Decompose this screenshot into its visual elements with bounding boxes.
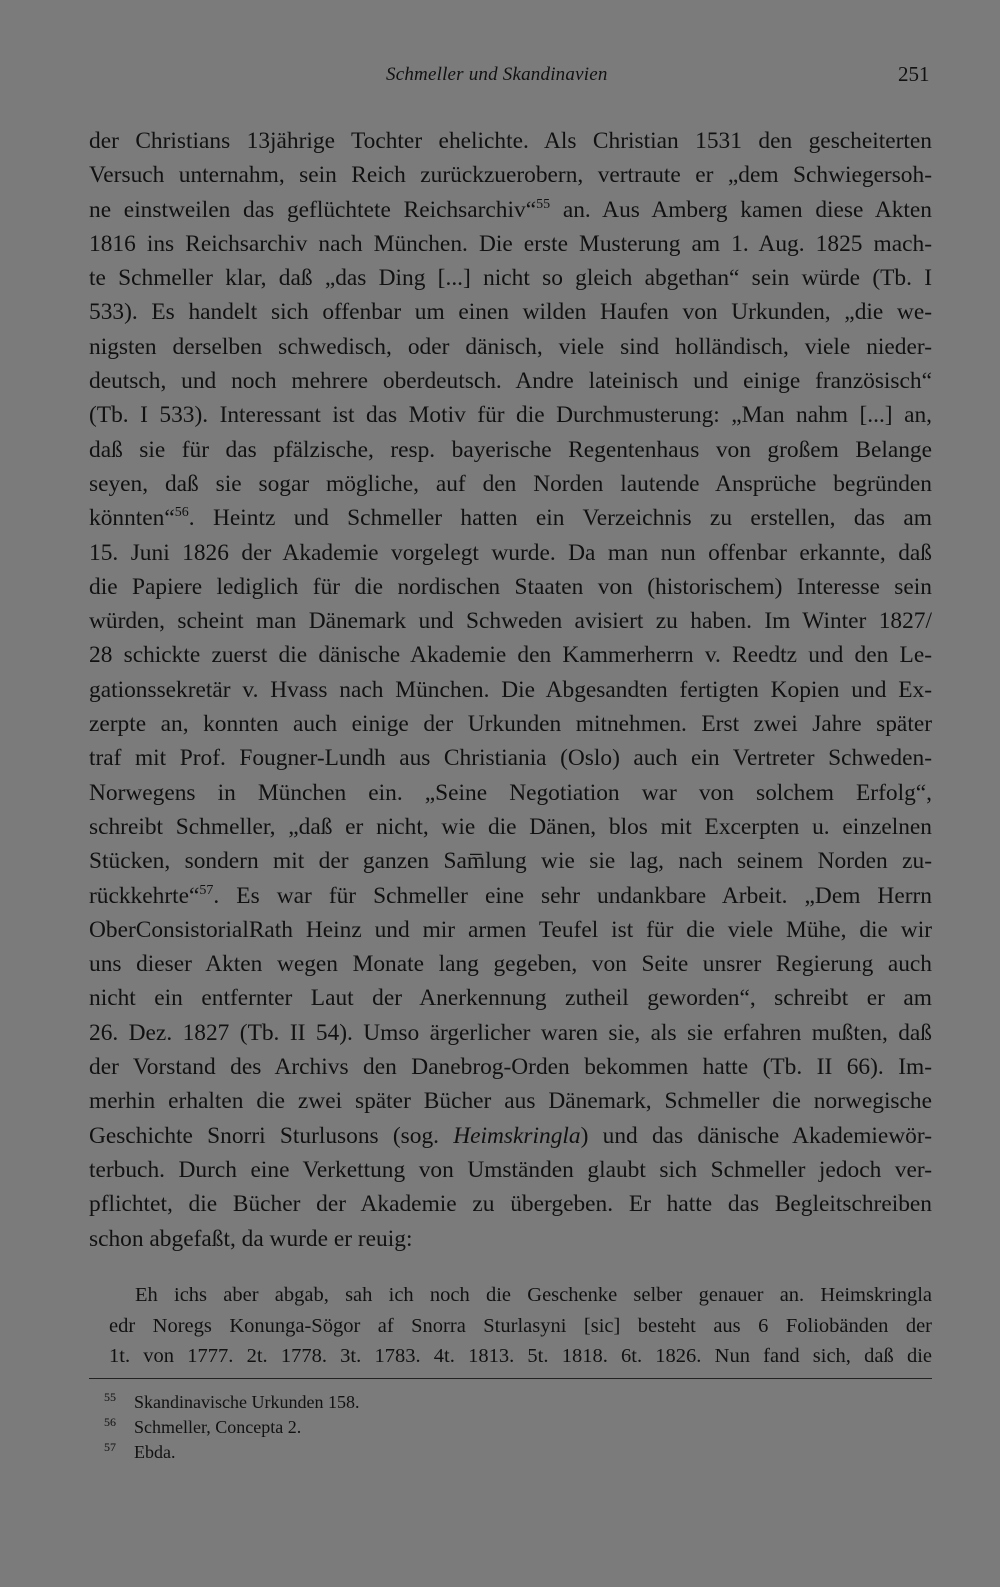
footnote: 55 Skandinavische Urkunden 158.	[104, 1390, 360, 1412]
text-line: gationssekretär v. Hvass nach München. Die Abgesandten fertigten Kopien und Ex-	[89, 676, 932, 703]
text-line: te Schmeller klar, daß „das Ding [...] nicht so gleich abgethan“ sein würde (Tb. I	[89, 265, 932, 292]
text-line: könnten“$^{56}$. Heintz und Schmeller hatten ein Verzeichnis zu erstellen, das am	[89, 505, 932, 532]
text-line: traf mit Prof. Fougner-Lundh aus Christiania (Oslo) auch ein Vertreter Schweden-	[89, 745, 932, 772]
text-line: terbuch. Durch eine Verkettung von Umständen glaubt sich Schmeller jedoch ver-	[89, 1156, 932, 1183]
running-head: Schmeller und Skandinavien	[386, 64, 608, 85]
text-line: Norwegens in München ein. „Seine Negotiation war von solchem Erfolg“,	[89, 779, 932, 806]
quote-line: Eh ichs aber abgab, sah ich noch die Geschenke selber genauer an. Heimskringla	[135, 1284, 932, 1306]
footnote-ref-55[interactable]: 55	[536, 196, 551, 212]
text-line: daß sie für das pfälzische, resp. bayerische Regentenhaus von großem Belange	[89, 436, 932, 463]
footnotes	[104, 1390, 924, 1465]
footnote: 56 Schmeller, Concepta 2.	[104, 1415, 302, 1437]
page-header	[0, 60, 1000, 92]
text-line: Geschichte Snorri Sturlusons (sog. Heimskringla) und das dänische Akademiewör-	[89, 1122, 932, 1149]
text-line: der Vorstand des Archivs den Danebrog-Orden bekommen hatte (Tb. II 66). Im-	[89, 1054, 932, 1081]
text-line: der Christians 13jährige Tochter ehelichte. Als Christian 1531 den gescheiterten	[89, 128, 932, 154]
text-line: merhin erhalten die zwei später Bücher aus Dänemark, Schmeller die norwegische	[89, 1088, 932, 1115]
footnote-text: Skandinavische Urkunden 158.	[134, 1392, 360, 1412]
text-line: pflichtet, die Bücher der Akademie zu übergeben. Er hatte das Begleitschreiben	[89, 1191, 932, 1218]
text-line: schon abgefaßt, da wurde er reuig:	[89, 1225, 413, 1252]
text-line: die Papiere lediglich für die nordischen Staaten von (historischem) Interesse sein	[89, 573, 932, 600]
text-line: nigsten derselben schwedisch, oder dänisch, viele sind holländisch, viele nieder-	[89, 333, 932, 360]
text-line: (Tb. I 533). Interessant ist das Motiv für die Durchmusterung: „Man nahm [...] an,	[89, 402, 932, 429]
text-line: ne einstweilen das geflüchtete Reichsarchiv“$^{55}$ an. Aus Amberg kamen diese Akten	[89, 196, 933, 223]
text-line: uns dieser Akten wegen Monate lang gegeben, von Seite unsrer Regierung auch	[89, 951, 932, 978]
footnote-divider	[89, 1378, 932, 1379]
text-line: 26. Dez. 1827 (Tb. II 54). Umso ärgerlicher waren sie, als sie erfahren mußten, daß	[89, 1019, 932, 1046]
footnote-ref-56[interactable]: 56	[174, 505, 189, 521]
footnote-text: Ebda.	[134, 1442, 176, 1462]
text-line: 533). Es handelt sich offenbar um einen wilden Haufen von Urkunden, „die we-	[89, 299, 932, 326]
page-number: 251	[898, 62, 930, 86]
text-line: OberConsistorialRath Heinz und mir armen Teufel ist für die viele Mühe, die wir	[89, 916, 932, 943]
main-paragraph	[89, 124, 932, 1256]
text-line: 15. Juni 1826 der Akademie vorgelegt wurde. Da man nun offenbar erkannte, daß	[89, 539, 932, 566]
block-quote	[109, 1280, 932, 1372]
text-line: deutsch, und noch mehrere oberdeutsch. Andre lateinisch und einige französisch“	[89, 368, 932, 395]
footnote-text: Schmeller, Concepta 2.	[134, 1417, 302, 1437]
text-line: 28 schickte zuerst die dänische Akademie den Kammerherrn v. Reedtz und den Le-	[89, 642, 932, 669]
text-line: zerpte an, konnten auch einige der Urkunden mitnehmen. Erst zwei Jahre später	[89, 711, 932, 738]
text-line: Versuch unternahm, sein Reich zurückzuerobern, vertraute er „dem Schwiegersoh-	[89, 162, 932, 189]
footnote-ref-57[interactable]: 57	[199, 882, 214, 898]
quote-line: 1t. von 1777. 2t. 1778. 3t. 1783. 4t. 1813. 5t. 1818. 6t. 1826. Nun fand sich, daß die	[109, 1345, 932, 1367]
footnote: 57 Ebda.	[104, 1440, 176, 1462]
text-line: Stücken, sondern mit der ganzen Sam̅lung wie sie lag, nach seinem Norden zu-	[89, 848, 932, 875]
text-line: nicht ein entfernter Laut der Anerkennung zutheil geworden“, schreibt er am	[89, 985, 932, 1012]
text-line: würden, scheint man Dänemark und Schweden avisiert zu haben. Im Winter 1827/	[89, 608, 932, 635]
text-line: schreibt Schmeller, „daß er nicht, wie die Dänen, blos mit Excerpten u. einzelnen	[89, 813, 932, 840]
text-line: seyen, daß sie sogar mögliche, auf den Norden lautende Ansprüche begründen	[89, 470, 932, 497]
quote-line: edr Noregs Konunga-Sögor af Snorra Sturlasyni [sic] besteht aus 6 Foliobänden der	[109, 1314, 932, 1337]
text-line: rückkehrte“$^{57}$. Es war für Schmeller eine sehr undankbare Arbeit. „Dem Herrn	[89, 882, 932, 909]
text-line: 1816 ins Reichsarchiv nach München. Die erste Musterung am 1. Aug. 1825 mach-	[89, 230, 932, 257]
italic-title: Heimskringla	[453, 1122, 581, 1149]
